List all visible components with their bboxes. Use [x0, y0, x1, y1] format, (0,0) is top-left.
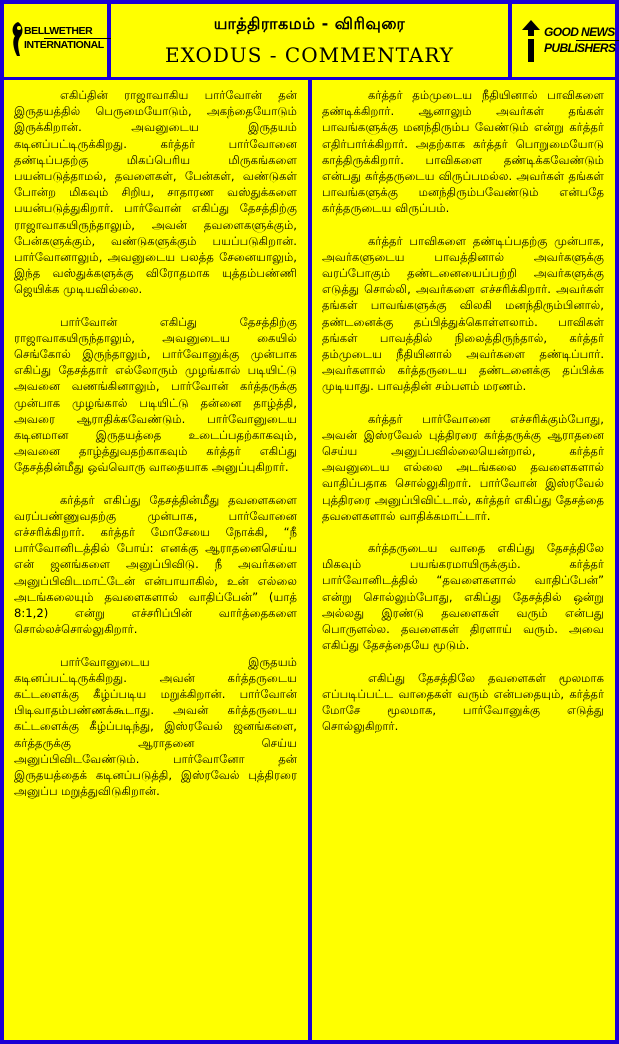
paragraph: கர்த்தர் தம்முடைய நீதியினால் பாவிகளை தண்டிக்கிறார். ஆனாலும் அவர்கள் தங்கள் பாவங்களுக்கு மனந்திரும்ப வேண்டும் என்று கர்த்தர் எதிர்பார்க்கிறார். அதற்காக கர்த்தர் பொறுமையோடு காத்திருக்கிறார். பாவிகளை தண்டிக்கவேண்டும் என்பது கர்த்தருடைய விருப்பமல்ல. அவர்கள் தங்கள் பாவங்களுக்கு மனந்திரும்பவேண்டும் என்பதே கர்த்தருடைய விருப்பம்.: [322, 88, 604, 216]
page-title-tamil: யாத்திராகமம் - விரிவுரை: [213, 14, 406, 33]
logo-underline: [576, 40, 619, 41]
paragraph: எகிப்தின் ராஜாவாகிய பார்வோன் தன் இருதயத்தில் பெருமையோடும், அகந்தையோடும் இருக்கிறான். அவனுடைய இருதயம் கடினப்பட்டிருக்கிறது. கர்த்தர் பார்வோனை தண்டிப்பதற்கு மிகப்பெரிய மிருகங்களை பயன்படுத்தாமல், தவளைகள், பேன்கள், வண்டுகள் போன்ற மிகவும் சிறிய, சாதாரண வஸ்துக்களை பயன்படுத்துகிறார். பார்வோன் எகிப்து தேசத்திற்கு ராஜாவாகயிருந்தாலும், அவன் தவளைகளுக்கும், பேன்களுக்கும், வண்டுகளுக்கும் பயப்படுகிறான். பார்வோனாலும், அவனுடைய பலத்த சேனையாலும், இந்த வஸ்துக்களுக்கு விரோதமாக யுத்தம்பண்ணி ஜெயிக்க முடியவில்லை.: [14, 88, 297, 297]
bellwether-logo: [4, 4, 107, 77]
paragraph: பார்வோனுடைய இருதயம் கடினப்பட்டிருக்கிறது. அவன் கர்த்தருடைய கட்டளைக்கு கீழ்ப்படிய மறுக்கிறான். பார்வோன் பிடிவாதம்பண்ணக்கூடாது. அவன் கர்த்தருடைய கட்டளைக்கு கீழ்ப்படிந்து, இஸ்ரவேல் ஜனங்களை, கர்த்தருக்கு ஆராதனை செய்ய அனுப்பிவிடவேண்டும். பார்வோனோ தன் இருதயத்தைக் கடினப்படுத்தி, இஸ்ரவேல் புத்திரரை அனுப்ப மறுத்துவிடுகிறான்.: [14, 654, 297, 799]
paragraph: கர்த்தர் பாவிகளை தண்டிப்பதற்கு முன்பாக, அவர்களுடைய பாவத்தினால் அவர்களுக்கு வரப்போகும் தண்டனையைப்பற்றி அவர்களுக்கு எடுத்து சொல்லி, அவர்களை எச்சரிக்கிறார். அவர்கள் தங்கள் பாவங்களுக்கு விலகி மனந்திரும்பினால், தண்டனைக்கு தப்பித்துக்கொள்ளலாம். பாவிகள் தங்கள் பாவத்தில் நிலைத்திருந்தால், கர்த்தர் தம்முடைய நீதியினால் அவர்களை தண்டிப்பார். அவர்களால் கர்த்தருடைய தண்டனைக்கு தப்பிக்க முடியாது. பாவத்தின் சம்பளம் மரணம்.: [322, 233, 604, 394]
page-header: [111, 4, 508, 77]
paragraph: கர்த்தர் எகிப்து தேசத்தின்மீது தவளைகளை வரப்பண்ணுவதற்கு முன்பாக, பார்வோனை எச்சரிக்கிறார். கர்த்தர் மோசேயை நோக்கி, “நீ பார்வோனிடத்தில் போய்: எனக்கு ஆராதனைசெய்ய என் ஜனங்களை அனுப்பிவிடு. நீ அவர்களை அனுப்பிவிடமாட்டேன் என்பாயாகில், உன் எல்லை அடங்கலையும் தவளைகளால் வாதிப்பேன்” (யாத் 8:1,2) என்று எச்சரிப்பின் வார்த்தைகளை சொல்லச்சொல்லுகிறார்.: [14, 492, 297, 637]
page-title-english: EXODUS - COMMENTARY: [164, 43, 455, 67]
publisher-emblem-icon: [520, 18, 542, 64]
paragraph: பார்வோன் எகிப்து தேசத்திற்கு ராஜாவாகயிருந்தாலும், அவனுடைய கையில் செங்கோல் இருந்தாலும், பார்வோனுக்கு முன்பாக எகிப்து தேசத்தார் எல்லோரும் முழங்கால் படியிட்டு அவனை வணங்கினாலும், பார்வோன் கர்த்தருக்கு முன்பாக முழங்கால் படியிட்டு தன்னை தாழ்த்தி, அவரை ஆராதிக்கவேண்டும். பார்வோனுடைய கடினமான இருதயத்தை உடைப்பதற்காகவும், அவனை தாழ்த்துவதற்காகவும் கர்த்தர் எகிப்து தேசத்தின்மீது ஒவ்வொரு வாதையாக அனுப்புகிறார்.: [14, 314, 297, 475]
publisher-logo-line1: GOOD NEWS: [544, 25, 615, 39]
paragraph: கர்த்தருடைய வாதை எகிப்து தேசத்திலே மிகவும் பயங்கரமாயிருக்கும். கர்த்தர் பார்வோனிடத்தில் “தவளைகளால் வாதிப்பேன்” என்று சொல்லும்போது, எகிப்து தேசத்தில் ஒன்று அல்லது இரண்டு தவளைகள் வரும் என்பது பொருளல்ல. தவளைகள் திரளாய் வரும். அவை எகிப்து தேசத்தையே மூடும்.: [322, 541, 604, 653]
bellwether-logo-line2: INTERNATIONAL: [24, 39, 104, 51]
logo-underline: [44, 38, 112, 39]
bellwether-logo-line1: BELLWETHER: [24, 25, 93, 37]
paragraph: கர்த்தர் பார்வோனை எச்சரிக்கும்போது, அவன் இஸ்ரவேல் புத்திரரை கர்த்தருக்கு ஆராதனை செய்ய அனுப்பவில்லையென்றால், கர்த்தர் அவனுடைய எல்லை அடங்கலை தவளைகளால் வாதிப்பதாக சொல்லுகிறார். பார்வோன் இஸ்ரவேல் புத்திரரை அனுப்பிவிட்டால், கர்த்தர் எகிப்து தேசத்தை தவளைகளால் வாதிக்கமாட்டார்.: [322, 411, 604, 523]
bellwether-logo-text: [24, 26, 104, 51]
right-column: [312, 80, 615, 1040]
publisher-logo-text: [544, 26, 615, 55]
good-news-publishers-logo: [512, 4, 615, 77]
left-column: [4, 80, 308, 1040]
paragraph: எகிப்து தேசத்திலே தவளைகள் மூலமாக எப்படிப்பட்ட வாதைகள் வரும் என்பதையும், கர்த்தர் மோசே மூலமாக, பார்வோனுக்கு எடுத்து சொல்லுகிறார்.: [322, 670, 604, 734]
publisher-logo-line2: PUBLISHERS: [544, 41, 616, 55]
